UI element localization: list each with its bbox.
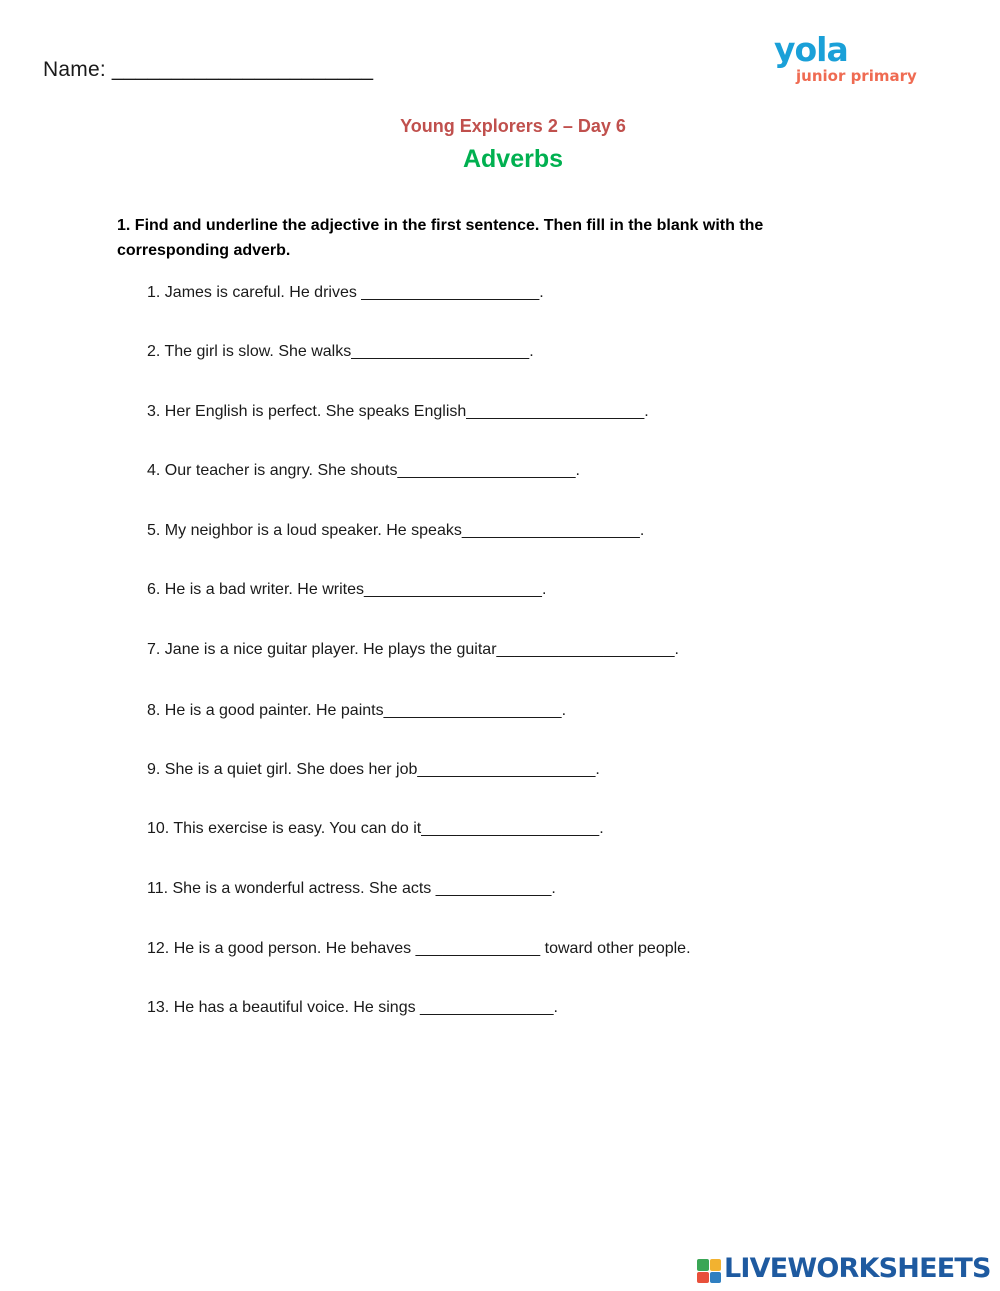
liveworksheets-logo[interactable]: [697, 1253, 997, 1287]
logo-word: yola: [774, 30, 848, 69]
logo-subtitle: junior primary: [796, 67, 917, 85]
exercise-instruction: 1. Find and underline the adjective in the first sentence. Then fill in the blank with the corresponding adverb.: [117, 217, 764, 259]
exercise-item[interactable]: 4. Our teacher is angry. She shouts____________________.: [147, 462, 580, 479]
exercise-item[interactable]: 1. James is careful. He drives ____________________.: [147, 284, 544, 301]
exercise-item[interactable]: 12. He is a good person. He behaves ______________ toward other people.: [147, 940, 691, 957]
exercise-item[interactable]: 7. Jane is a nice guitar player. He plays the guitar____________________.: [147, 641, 679, 658]
exercise-item[interactable]: 3. Her English is perfect. She speaks English____________________.: [147, 403, 649, 420]
exercise-item[interactable]: 10. This exercise is easy. You can do it____________________.: [147, 820, 604, 837]
liveworksheets-logo-icon: [697, 1259, 721, 1283]
footer-brand-text: LIVEWORKSHEETS: [724, 1253, 991, 1284]
exercise-item[interactable]: 9. She is a quiet girl. She does her job____________________.: [147, 761, 600, 778]
exercise-item[interactable]: 6. He is a bad writer. He writes____________________.: [147, 581, 547, 598]
exercise-item[interactable]: 2. The girl is slow. She walks____________________.: [147, 343, 534, 360]
exercise-item[interactable]: 13. He has a beautiful voice. He sings _______________.: [147, 999, 558, 1016]
lesson-subtitle: Young Explorers 2 – Day 6: [400, 116, 626, 136]
exercise-item[interactable]: 11. She is a wonderful actress. She acts _____________.: [147, 880, 556, 897]
page-title: Adverbs: [462, 145, 564, 173]
exercise-item[interactable]: 5. My neighbor is a loud speaker. He speaks____________________.: [147, 522, 645, 539]
name-field-label[interactable]: Name: ______________________: [43, 58, 374, 81]
yola-logo: [774, 30, 924, 91]
exercise-item[interactable]: 8. He is a good painter. He paints____________________.: [147, 702, 567, 719]
